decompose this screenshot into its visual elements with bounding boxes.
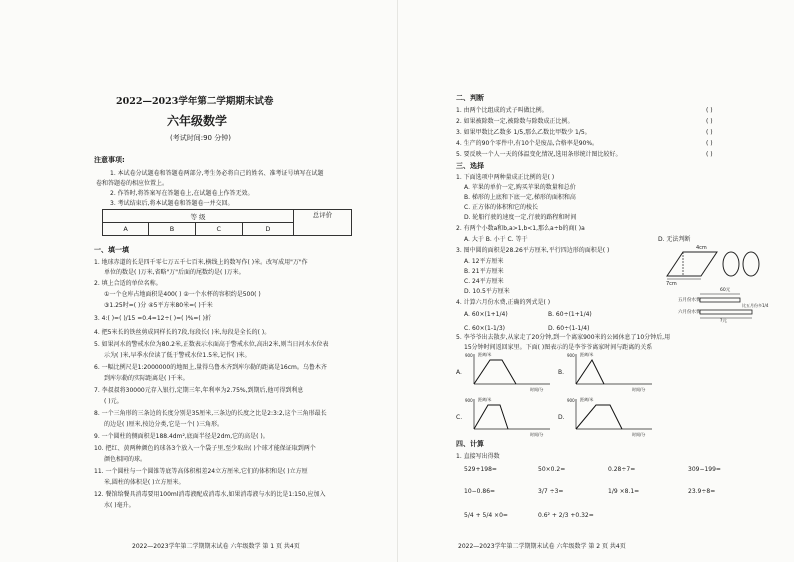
notice-line: 1. 本试卷分试题卷和答题卷两部分,考生务必将自己的姓名、准考证号填写在试题 <box>110 170 324 177</box>
graph-b-ylabel: 距离/米 <box>580 352 594 357</box>
exam-time: (考试时间:90 分钟) <box>170 134 231 142</box>
bar-label-unknown: ?元 <box>720 319 727 324</box>
question-line: 11. 一个圆柱与一个圆锥等底等高体积相差24立方厘米,它们的体积和是( )立方厘 <box>94 468 308 475</box>
choice-line: 2. 有两个小数a和b,a>1,b<1,那么a÷b的商( )a <box>456 225 585 232</box>
graph-d-ylabel: 距离/米 <box>580 397 594 402</box>
choice-line: B. 60÷(1+1/4) <box>548 311 592 318</box>
bar-note: 比五月份多1/4 <box>742 303 769 308</box>
section-judge-heading: 二、判断 <box>456 94 484 102</box>
calc-instruction: 1. 直接写出得数 <box>456 453 500 460</box>
question-line: ( )元。 <box>104 398 123 405</box>
graph-a-y900: 900 <box>465 353 473 358</box>
choice-line: A. 大于 B. 小于 C. 等于 <box>464 236 528 243</box>
graph-option-c-label: C. <box>456 414 463 421</box>
grade-level-b: B <box>149 223 195 236</box>
judge-answer-bracket[interactable]: ( ) <box>706 118 713 125</box>
judge-item: 4. 生产的90个零件中,有10个是废品,合格率是90%。 <box>456 140 599 147</box>
choice-line: A. 苹果的单价一定,购买苹果的数量和总价 <box>464 184 576 191</box>
grade-level-a: A <box>103 223 149 236</box>
choice-line: C. 60×(1-1/3) <box>464 325 505 332</box>
choice-line: D. 60÷(1-1/4) <box>548 325 590 332</box>
choice-line: D. 轮船行驶的速度一定,行驶的路程和时间 <box>464 214 577 221</box>
question-line: 到库尔勒的实际距离是( )千米。 <box>104 375 189 382</box>
question-line: 3. 4:( )=( )/15 =0.4=12÷( )=( )%=( )折 <box>94 315 212 322</box>
choice-line: D. 无法判断 <box>658 236 691 243</box>
bar-label-60: 60元 <box>720 288 731 293</box>
calc-item: 0.28÷7= <box>608 466 636 473</box>
question-line: 12. 餐馆给餐具消毒要用100ml消毒液配成消毒水,如果消毒液与水的比是1:150,应加入 <box>94 491 326 498</box>
exam-subject: 六年级数学 <box>167 114 228 128</box>
section-fill-heading: 一、填一填 <box>94 246 129 254</box>
question-line: 4. 把5米长的铁丝剪成同样长的7段,每段长( )米,每段是全长的( )。 <box>94 329 271 336</box>
question-line: 5. 如果河水的警戒水位为80.2米,正数表示水面高于警戒水位,高出2米,则当日河水水位表 <box>94 341 329 348</box>
choice-line: C. 正方体的体积和它的棱长 <box>464 204 539 211</box>
calc-item: 5/4 + 5/4 ×0= <box>464 512 508 519</box>
graph-option-b-label: B. <box>558 369 565 376</box>
question-line: ①一个仓库占地面积是400( ) ②一个水杯的容积约是500( ) <box>104 291 261 298</box>
graph-option-a-label: A. <box>456 369 462 376</box>
calc-item: 1/9 ×8.1= <box>608 488 640 495</box>
graph-option-d-label: D. <box>558 414 565 421</box>
section-choice-heading: 三、选择 <box>456 162 484 170</box>
judge-answer-bracket[interactable]: ( ) <box>706 151 713 158</box>
choice-line: C. 24平方厘米 <box>464 278 504 285</box>
judge-answer-bracket[interactable]: ( ) <box>706 107 713 114</box>
choice-line: B. 梯形的上底和下底一定,梯形的面积和高 <box>464 194 576 201</box>
bar-row-june: 六月份水费 <box>678 310 701 315</box>
grade-level-c: C <box>195 223 242 236</box>
judge-answer-bracket[interactable]: ( ) <box>706 129 713 136</box>
calc-item: 0.6² + 2/3 +0.32= <box>538 512 594 519</box>
graph-b-xlabel: 时间/分 <box>632 387 646 392</box>
question-line: 8. 一个三角形的三条边的长度分别是35厘米,三条边的长度之比是2:3:2,这个三角形最长 <box>94 410 327 417</box>
question-line: 2. 填上合适的单位名称。 <box>94 280 162 287</box>
question-line: 9. 一个圆柱的侧面积是188.4dm²,底面半径是2dm,它的高是( )。 <box>94 433 269 440</box>
question-line: 1. 地球赤道的长是四千零七万五千七百米,横线上的数写作( )米。改写成用"万"作 <box>94 259 308 266</box>
calc-item: 309−199= <box>688 466 721 473</box>
question-line: 单位的数是( )万米,省略"万"后面的尾数约是( )万米。 <box>104 269 245 276</box>
notice-line: 2. 作答时,将答案写在答题卷上,在试题卷上作答无效。 <box>110 190 254 197</box>
question-line: 6. 一幅比例尺是1:2000000的地图上,量得乌鲁木齐到库尔勒的距离是16cm。乌鲁木齐 <box>94 364 327 371</box>
choice-line: A. 60×(1+1/4) <box>464 311 508 318</box>
judge-item: 1. 由两个比组成的式子叫做比例。 <box>456 107 548 114</box>
calc-item: 50×0.2= <box>538 466 566 473</box>
page-footer: 2022—2023学年第二学期期末试卷 六年级数学 第 1 页 共4页 <box>132 543 300 550</box>
question-line: 5. 李爷爷出去散步,从家走了20分钟,到一个离家900米的公园休息了10分钟后,用 <box>456 334 671 341</box>
notice-heading: 注意事项: <box>94 156 125 164</box>
graph-d-y900: 900 <box>567 398 575 403</box>
calc-item: 529+198= <box>464 466 497 473</box>
choice-line: 1. 下面选项中两种量成正比例的是( ) <box>456 174 555 181</box>
bar-row-may: 五月份水费 <box>678 298 701 303</box>
section-calc-heading: 四、计算 <box>456 440 484 448</box>
graph-c-xlabel: 时间/分 <box>530 432 544 437</box>
notice-line: 3. 考试结束后,将本试题卷和答题卷一并交回。 <box>110 200 234 207</box>
graph-b-y900: 900 <box>567 353 575 358</box>
graph-a-xlabel: 时间/分 <box>530 387 544 392</box>
calc-item: 3/7 ÷3= <box>538 488 564 495</box>
judge-item: 3. 如果甲数比乙数多 1/5,那么乙数比甲数少 1/5。 <box>456 129 591 136</box>
judge-item: 5. 要反映一个人一天的体温变化情况,选用条形统计图比较好。 <box>456 151 622 158</box>
judge-item: 2. 如果被除数一定,被除数与除数成正比例。 <box>456 118 574 125</box>
question-line: 7. 李叔叔将30000元存入银行,定期三年,年利率为2.75%,到期后,他可得到利息 <box>94 387 304 394</box>
grade-total-header: 总评价 <box>294 210 352 236</box>
page-footer: 2022—2023学年第二学期期末试卷 六年级数学 第 2 页 共4页 <box>458 543 626 550</box>
question-line: 示为( )米,早季水位读了低于警戒水位1.5米,记作( )米。 <box>104 352 251 359</box>
figure-label-4cm: 4cm <box>696 245 707 251</box>
exam-title: 2022—2023学年第二学期期末试卷 <box>116 96 274 107</box>
parallelogram-circle-figure <box>653 246 763 282</box>
question-line: 10. 把红、黄两种颜色的球各3个放入一个袋子里,至少取出( )个球才能保证取到两个 <box>94 445 316 452</box>
question-line: 15分钟时间返回家里。下面( )图表示的是李爷爷离家时间与距离的关系 <box>464 344 653 351</box>
question-line: 水( )毫升。 <box>104 502 135 509</box>
choice-line: A. 12平方厘米 <box>464 258 504 265</box>
choice-line: 4. 计算六月份水费,正确的列式是( ) <box>456 299 551 306</box>
judge-answer-bracket[interactable]: ( ) <box>706 140 713 147</box>
question-line: ③1.25时=( )分 ④5平方米80米=( )千米 <box>104 302 213 309</box>
graph-d-xlabel: 时间/分 <box>632 432 646 437</box>
grade-header: 等 级 <box>103 210 294 223</box>
notice-line: 卷和答题卷的相应位置上。 <box>96 180 169 187</box>
choice-line: B. 21平方厘米 <box>464 268 504 275</box>
graph-c-ylabel: 距离/米 <box>478 397 492 402</box>
calc-item: 10−0.86= <box>464 488 496 495</box>
calc-item: 23.9÷8= <box>688 488 716 495</box>
figure-label-7cm: 7cm <box>666 281 677 287</box>
grade-table <box>102 209 352 236</box>
choice-line: D. 10.5平方厘米 <box>464 288 510 295</box>
question-line: 米,圆柱的体积是( )立方厘米。 <box>104 479 185 486</box>
grade-level-d: D <box>242 223 293 236</box>
question-line: 的边是( )厘米,按边分类,它是一个( )三角形。 <box>104 421 223 428</box>
question-line: 颜色相同的球。 <box>104 456 147 463</box>
exam-page-2 <box>397 0 794 562</box>
graph-a-ylabel: 距离/米 <box>478 352 492 357</box>
choice-line: 3. 图中圆的面积是28.26平方厘米,平行四边形的面积是( ) <box>456 247 610 254</box>
graph-c-y900: 900 <box>465 398 473 403</box>
